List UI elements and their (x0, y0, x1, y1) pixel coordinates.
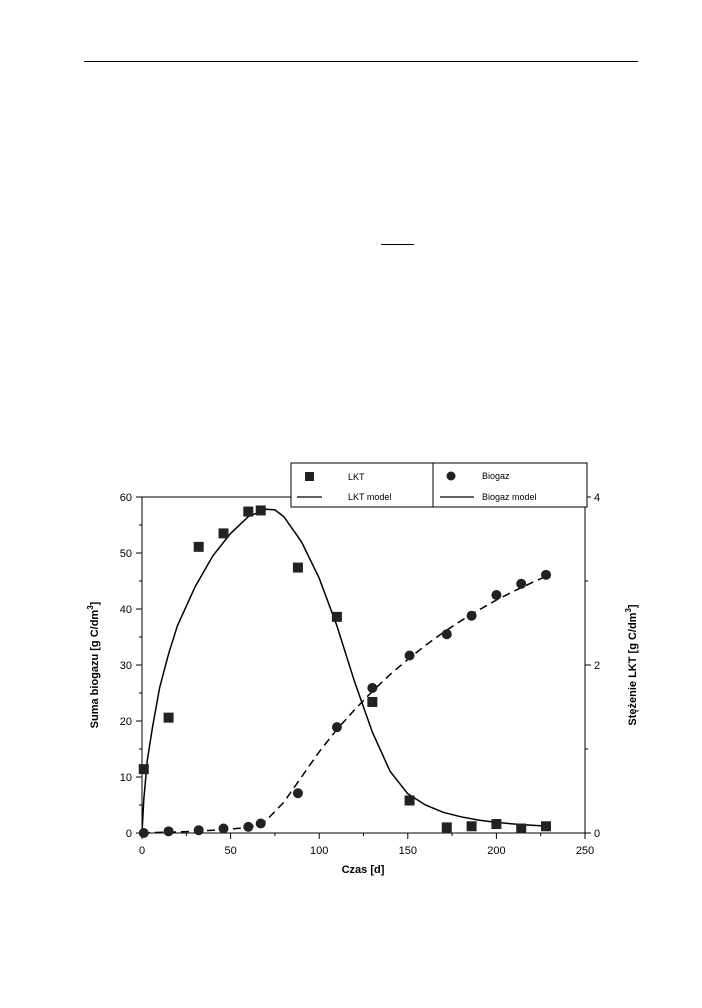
lkt-point (541, 821, 551, 831)
lkt-point (256, 505, 266, 515)
right-axis-title-end: ] (627, 604, 639, 609)
lkt-point (467, 821, 477, 831)
legend-biogaz-marker (447, 472, 456, 481)
biogaz-point (243, 822, 253, 832)
legend-box (291, 463, 587, 507)
lkt-point (243, 507, 253, 517)
biogaz-point (194, 825, 204, 835)
legend-lkt-model-label: LKT model (348, 492, 392, 502)
plot-frame (142, 497, 585, 833)
right-axis-title-main: Stężenie LKT [g C/dm (627, 612, 639, 726)
lkt-point (219, 528, 229, 538)
lkt-point (164, 713, 174, 723)
x-tick-label: 50 (224, 845, 237, 857)
y-left-tick-label: 50 (119, 548, 132, 560)
biogaz-point (219, 824, 229, 834)
x-tick-label: 250 (575, 845, 595, 857)
biogaz-point (516, 579, 526, 589)
axis-ticks (136, 497, 591, 839)
x-axis-title: Czas [d] (341, 864, 385, 876)
lkt-point (332, 612, 342, 622)
left-axis-title-end: ] (89, 601, 101, 606)
lkt-point (367, 697, 377, 707)
left-axis-title-main: Suma biogazu [g C/dm (89, 609, 101, 729)
lkt-points (139, 505, 551, 833)
legend-lkt-marker (305, 472, 314, 481)
y-left-tick-label: 60 (119, 492, 132, 504)
biogaz-point (164, 826, 174, 836)
y-left-tick-label: 10 (119, 772, 132, 784)
y-left-tick-label: 30 (119, 660, 132, 672)
lkt-point (442, 822, 452, 832)
biogaz-point (467, 611, 477, 621)
left-axis-title (86, 601, 101, 728)
right-axis-title (624, 604, 639, 726)
lkt-point (491, 819, 501, 829)
legend-lkt-label: LKT (348, 472, 365, 482)
lkt-point (405, 796, 415, 806)
biogaz-point (256, 818, 266, 828)
biogaz-point (491, 590, 501, 600)
biogaz-point (442, 629, 452, 639)
legend (291, 463, 587, 507)
right-axis-title-sup: 3 (624, 608, 633, 613)
x-tick-label: 100 (310, 845, 329, 857)
lkt-point (293, 563, 303, 573)
legend-biogaz-model-label: Biogaz model (482, 492, 537, 502)
x-tick-label: 0 (138, 845, 146, 857)
y-left-tick-label: 20 (119, 716, 132, 728)
biogaz-point (541, 570, 551, 580)
biogaz-point (139, 828, 149, 838)
y-right-tick-label: 2 (594, 660, 601, 672)
legend-biogaz-label: Biogaz (482, 471, 510, 481)
y-right-tick-label: 4 (594, 492, 601, 504)
biogaz-model-line (142, 575, 550, 833)
lkt-model-line (142, 509, 550, 833)
lkt-point (194, 542, 204, 552)
biogaz-point (332, 722, 342, 732)
biogaz-point (367, 683, 377, 693)
y-left-tick-label: 0 (125, 828, 132, 840)
biogaz-points (139, 570, 551, 838)
left-axis-title-sup: 3 (86, 605, 95, 610)
x-tick-label: 150 (398, 845, 417, 857)
biogaz-point (405, 650, 415, 660)
lkt-point (516, 824, 526, 834)
biogaz-point (293, 788, 303, 798)
axis-tick-labels (120, 492, 600, 857)
lkt-point (139, 764, 149, 774)
y-left-tick-label: 40 (119, 604, 132, 616)
x-tick-label: 200 (487, 845, 506, 857)
y-right-tick-label: 0 (594, 828, 601, 840)
